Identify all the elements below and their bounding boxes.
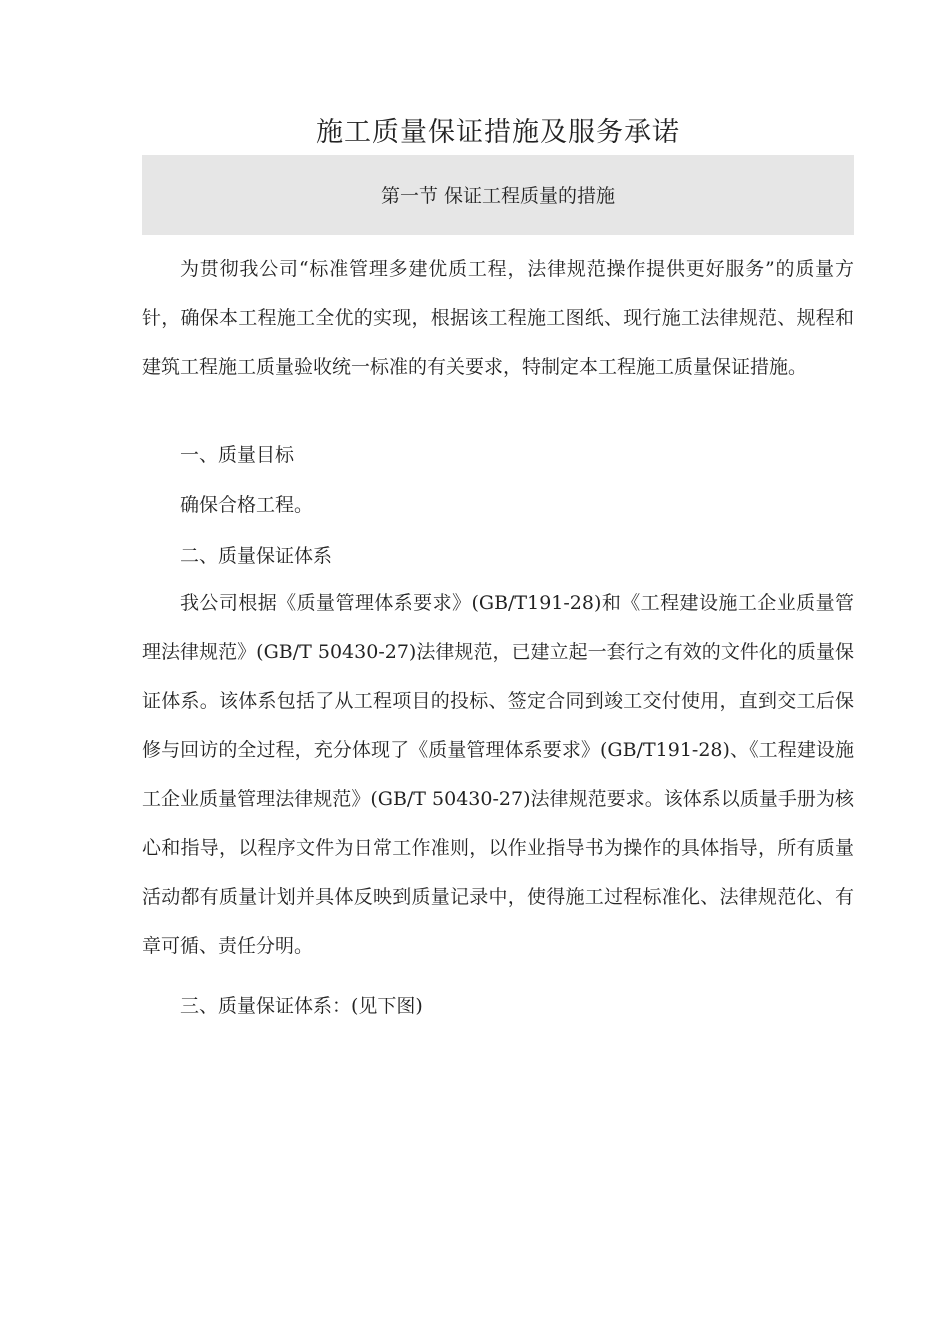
quality-system-heading: 二、质量保证体系 [180, 545, 333, 567]
quality-goal-text: 确保合格工程。 [180, 494, 314, 516]
section-heading-band [142, 155, 854, 235]
quality-system-diagram-heading: 三、质量保证体系：(见下图) [180, 995, 423, 1017]
quality-goal-heading: 一、质量目标 [180, 444, 295, 466]
section-heading: 第一节 保证工程质量的措施 [380, 185, 616, 207]
intro-paragraph: 为贯彻我公司“标准管理多建优质工程，法律规范操作提供更好服务”的质量方针，确保本工程施工全优的实现，根据该工程施工图纸、现行施工法律规范、规程和建筑工程施工质量验收统一标准的有关要求，特制定本工程施工质量保证措施。 [142, 258, 854, 378]
document-title: 施工质量保证措施及服务承诺 [316, 117, 680, 148]
quality-system-paragraph: 我公司根据《质量管理体系要求》(GB/T191-28)和《工程建设施工企业质量管理法律规范》(GB/T 50430-27)法律规范，已建立起一套行之有效的文件化的质量保证体系。该体系包括了从工程项目的投标、签定合同到竣工交付使用，直到交工后保修与回访的全过程，充分体现了《质量管理体系要求》(GB/T191-28)、《工程建设施工企业质量管理法律规范》(GB/T 50430-27)法律规范要求。该体系以质量手册为核心和指导，以程序文件为日常工作准则，以作业指导书为操作的具体指导，所有质量活动都有质量计划并具体反映到质量记录中，使得施工过程标准化、法律规范化、有章可循、责任分明。 [142, 592, 854, 957]
